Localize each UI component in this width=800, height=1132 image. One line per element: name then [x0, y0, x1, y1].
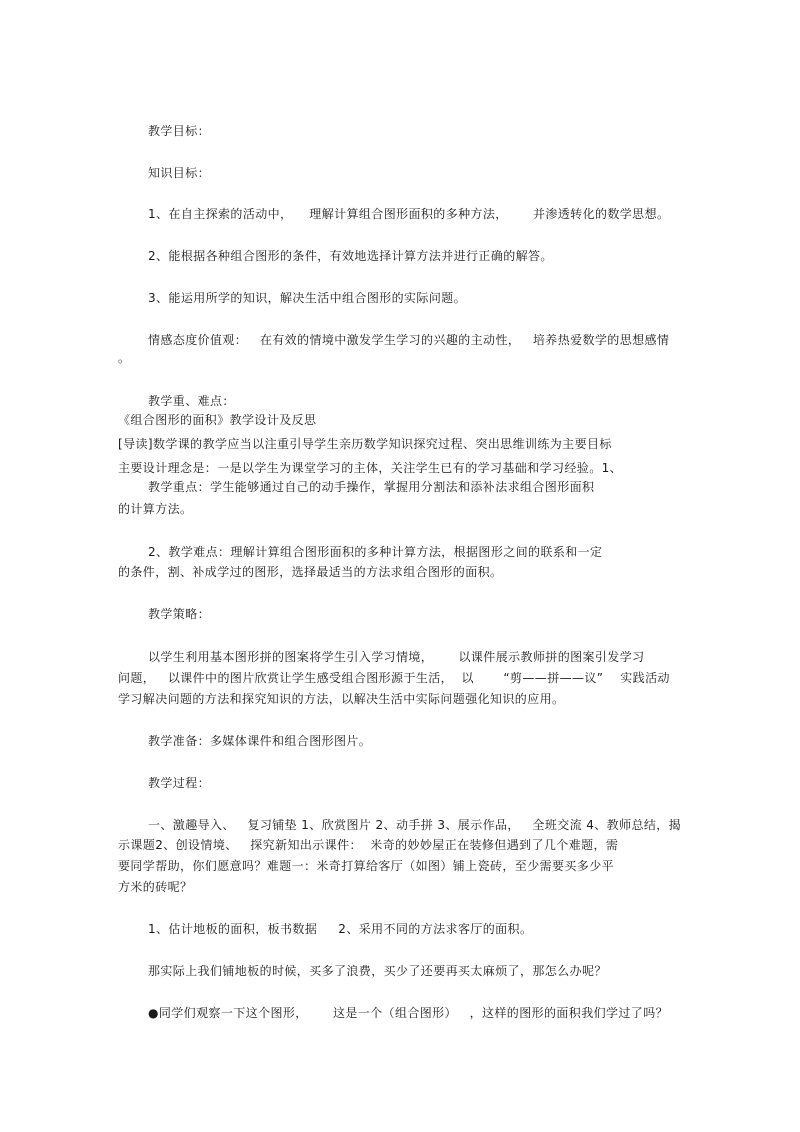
key-point-line: 教学重点：学生能够通过自己的动手操作，掌握用分割法和添补法求组合图形面积 [148, 480, 595, 494]
key-point-continued: 的计算方法。 [118, 502, 193, 516]
strategy-line-1: 以学生利用基本图形拼的图案将学生引入学习情境， 以课件展示教师拼的图案引发学习 [148, 650, 645, 664]
emotion-goal-line: 情感态度价值观： 在有效的情境中激发学生学习的兴趣的主动性， 培养热爱数学的思想感情 [148, 333, 670, 347]
heading-knowledge-goals: 知识目标： [148, 166, 211, 180]
goal-item-1: 1、在自主探索的活动中， 理解计算组合图形面积的多种方法， 并渗透转化的数学思想。 [148, 207, 670, 221]
preparation-line: 教学准备：多媒体课件和组合图形图片。 [148, 734, 372, 748]
intro-guide-line: [导读]数学课的教学应当以注重引导学生亲历数学知识探究过程、突出思维训练为主要目标 [118, 437, 612, 451]
design-concept-line: 主要设计理念是：一是以学生为课堂学习的主体，关注学生已有的学习基础和学习经验。1、 [118, 461, 623, 475]
goal-item-3: 3、能运用所学的知识，解决生活中组合图形的实际问题。 [148, 291, 467, 305]
observe-line: ●同学们观察一下这个图形， 这是一个（组合图形） ，这样的图形的面积我们学过了吗？ [148, 1006, 669, 1020]
strategy-line-3: 学习解决问题的方法和探究知识的方法，以解决生活中实际问题强化知识的应用。 [118, 692, 565, 706]
process-line-2: 示课题2、创设情境、 探究新知出示课件： 米奇的妙妙屋正在装修但遇到了几个难题，需 [118, 838, 619, 852]
process-line-4: 方米的砖呢？ [118, 880, 193, 894]
document-title: 《组合图形的面积》教学设计及反思 [118, 413, 317, 427]
difficulty-line: 2、教学难点：理解计算组合图形面积的多种计算方法，根据图形之间的联系和一定 [148, 545, 603, 559]
process-line-1: 一、激趣导入、 复习铺垫 1、欣赏图片 2、动手拼 3、展示作品， 全班交流 4、教师总结，揭 [148, 818, 682, 832]
goal-item-2: 2、能根据各种组合图形的条件，有效地选择计算方法并进行正确的解答。 [148, 249, 553, 263]
estimate-line: 1、估计地板的面积，板书数据 2、采用不同的方法求客厅的面积。 [148, 922, 533, 936]
difficulty-continued: 的条件，割、补成学过的图形，选择最适当的方法求组合图形的面积。 [118, 565, 503, 579]
question-line: 那实际上我们铺地板的时候，买多了浪费，买少了还要再买太麻烦了，那怎么办呢？ [148, 964, 607, 978]
process-line-3: 要同学帮助，你们愿意吗？难题一：米奇打算给客厅（如图）铺上瓷砖，至少需要买多少平 [118, 859, 615, 873]
heading-process: 教学过程： [148, 776, 211, 790]
strategy-line-2: 问题， 以课件中的图片欣赏让学生感受组合图形源于生活， 以 “剪——拼——议” 实践活动 [118, 671, 670, 685]
heading-strategy: 教学策略： [148, 607, 211, 621]
heading-teaching-goals: 教学目标： [148, 124, 211, 138]
heading-key-points: 教学重、难点： [148, 394, 235, 408]
emotion-goal-period: 。 [118, 351, 131, 365]
